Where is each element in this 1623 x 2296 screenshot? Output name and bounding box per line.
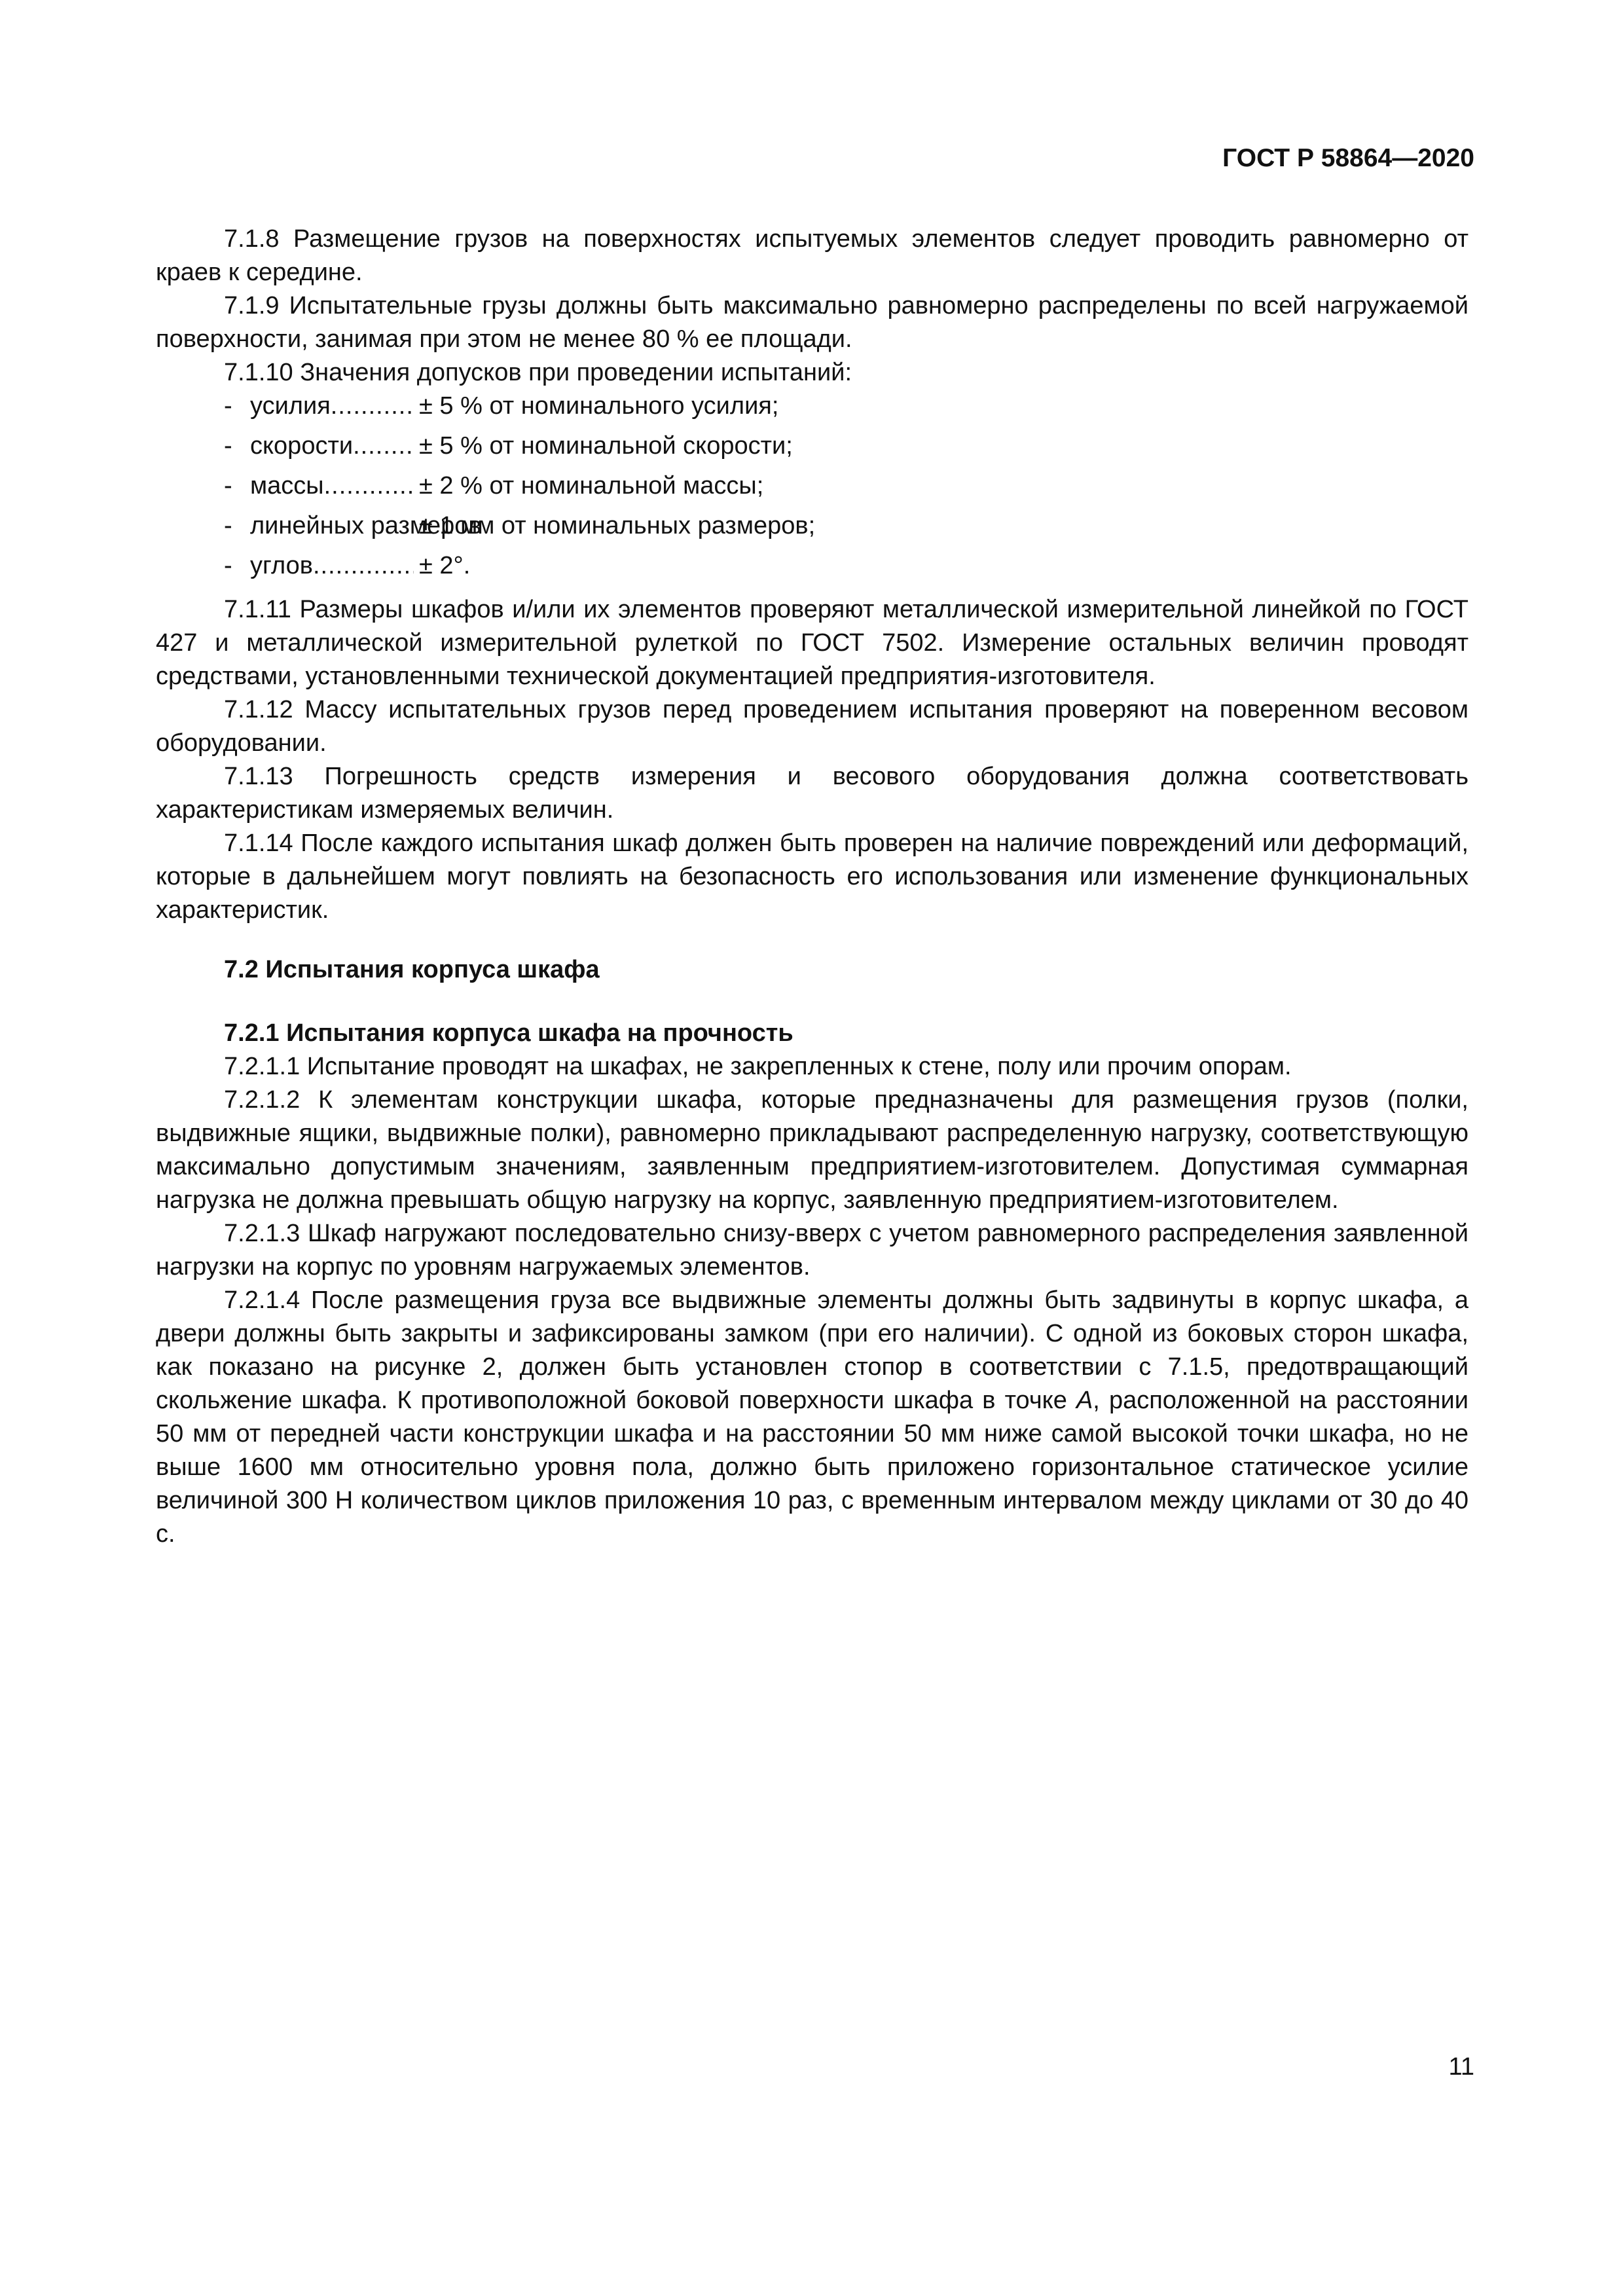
paragraph-7-1-9: 7.1.9 Испытательные грузы должны быть максимально равномерно распределены по всей нагружаемой поверхности, занимая при этом не менее 80 % ее площади. — [156, 292, 1468, 353]
tolerance-value: ± 2°. — [419, 552, 471, 579]
list-dash: - — [224, 552, 232, 579]
paragraph-7-1-8: 7.1.8 Размещение грузов на поверхностях испытуемых элементов следует проводить равномерно от краев к середине. — [156, 225, 1468, 286]
paragraph-7-1-11: 7.1.11 Размеры шкафов и/или их элементов проверяют металлической измерительной линейкой по ГОСТ 427 и металлической измерительной рулеткой по ГОСТ 7502. Измерение остальных величин проводят средствами, установленными технической документацией предприятия-изготовителя. — [156, 596, 1468, 690]
paragraph-7-1-14: 7.1.14 После каждого испытания шкаф должен быть проверен на наличие повреждений или деформаций, которые в дальнейшем могут повлиять на безопасность его использования или изменение функциональных характеристик. — [156, 829, 1468, 924]
dot-leader — [313, 549, 414, 583]
list-dash: - — [224, 472, 232, 500]
page-number: 11 — [1448, 2053, 1474, 2081]
tolerance-term: усилия — [250, 392, 331, 420]
tolerance-value: ± 2 % от номинальной массы; — [419, 472, 764, 500]
tolerance-value: ± 1 мм от номинальных размеров; — [419, 512, 816, 539]
paragraph-7-2-1-3: 7.2.1.3 Шкаф нагружают последовательно снизу-вверх с учетом равномерного распределения заявленной нагрузки на корпус по уровням нагружаемых элементов. — [156, 1220, 1468, 1281]
list-item — [156, 429, 1468, 469]
section-heading: 7.2 Испытания корпуса шкафа — [224, 956, 600, 983]
tolerance-value: ± 5 % от номинального усилия; — [419, 392, 779, 420]
dot-leader — [331, 390, 414, 423]
dot-leader — [353, 429, 414, 463]
page-content — [156, 223, 1468, 1551]
list-item — [156, 469, 1468, 509]
list-dash: - — [224, 392, 232, 420]
dot-leader — [324, 469, 414, 503]
list-dash: - — [224, 512, 232, 539]
list-item — [156, 509, 1468, 549]
paragraph-7-1-12: 7.1.12 Массу испытательных грузов перед проведением испытания проверяют на поверенном весовом оборудовании. — [156, 696, 1468, 757]
tolerance-term: линейных размеров — [250, 512, 482, 539]
list-dash: - — [224, 432, 232, 460]
list-item — [156, 549, 1468, 589]
tolerance-value: ± 5 % от номинальной скорости; — [419, 432, 793, 460]
paragraph-7-2-1-2: 7.2.1.2 К элементам конструкции шкафа, которые предназначены для размещения грузов (полки, выдвижные ящики, выдвижные полки), равномерно прикладывают распределенную нагрузку, соответствующую максимально допустимым значениям, заявленным предприятием-изготовителем. Допустимая суммарная нагрузка не должна превышать общую нагрузку на корпус, заявленную предприятием-изготовителем. — [156, 1086, 1468, 1214]
point-label: А — [1076, 1387, 1093, 1414]
paragraph-7-2-1-1: 7.2.1.1 Испытание проводят на шкафах, не закрепленных к стене, полу или прочим опорам. — [224, 1053, 1292, 1080]
paragraph-7-2-1-4: 7.2.1.4 После размещения груза все выдвижные элементы должны быть задвинуты в корпус шкафа, а двери должны быть закрыты и зафиксированы замком (при его наличии). С одной из боковых сторон шкафа, как показано на рисунке 2, должен быть установлен стопор в соответствии с 7.1.5, предотвращающий скольжение шкафа. К противоположной боковой поверхности шкафа в точке А, расположенной на расстоянии 50 мм от передней части конструкции шкафа и на расстоянии 50 мм ниже самой высокой точки шкафа, но не выше 1600 мм относительно уровня пола, должно быть приложено горизонтальное статическое усилие величиной 300 Н количеством циклов приложения 10 раз, с временным интервалом между циклами от 30 до 40 с. — [156, 1286, 1468, 1548]
paragraph-7-1-10: 7.1.10 Значения допусков при проведении испытаний: — [224, 359, 852, 386]
tolerance-term: углов — [250, 552, 313, 579]
paragraph-7-1-13: 7.1.13 Погрешность средств измерения и весового оборудования должна соответствовать характеристикам измеряемых величин. — [156, 763, 1468, 824]
subsection-heading: 7.2.1 Испытания корпуса шкафа на прочность — [224, 1019, 793, 1047]
tolerance-term: скорости — [250, 432, 354, 460]
tolerance-list — [156, 390, 1468, 589]
tolerance-term: массы — [250, 472, 324, 500]
standard-designation: ГОСТ Р 58864—2020 — [1222, 144, 1474, 172]
list-item — [156, 390, 1468, 429]
